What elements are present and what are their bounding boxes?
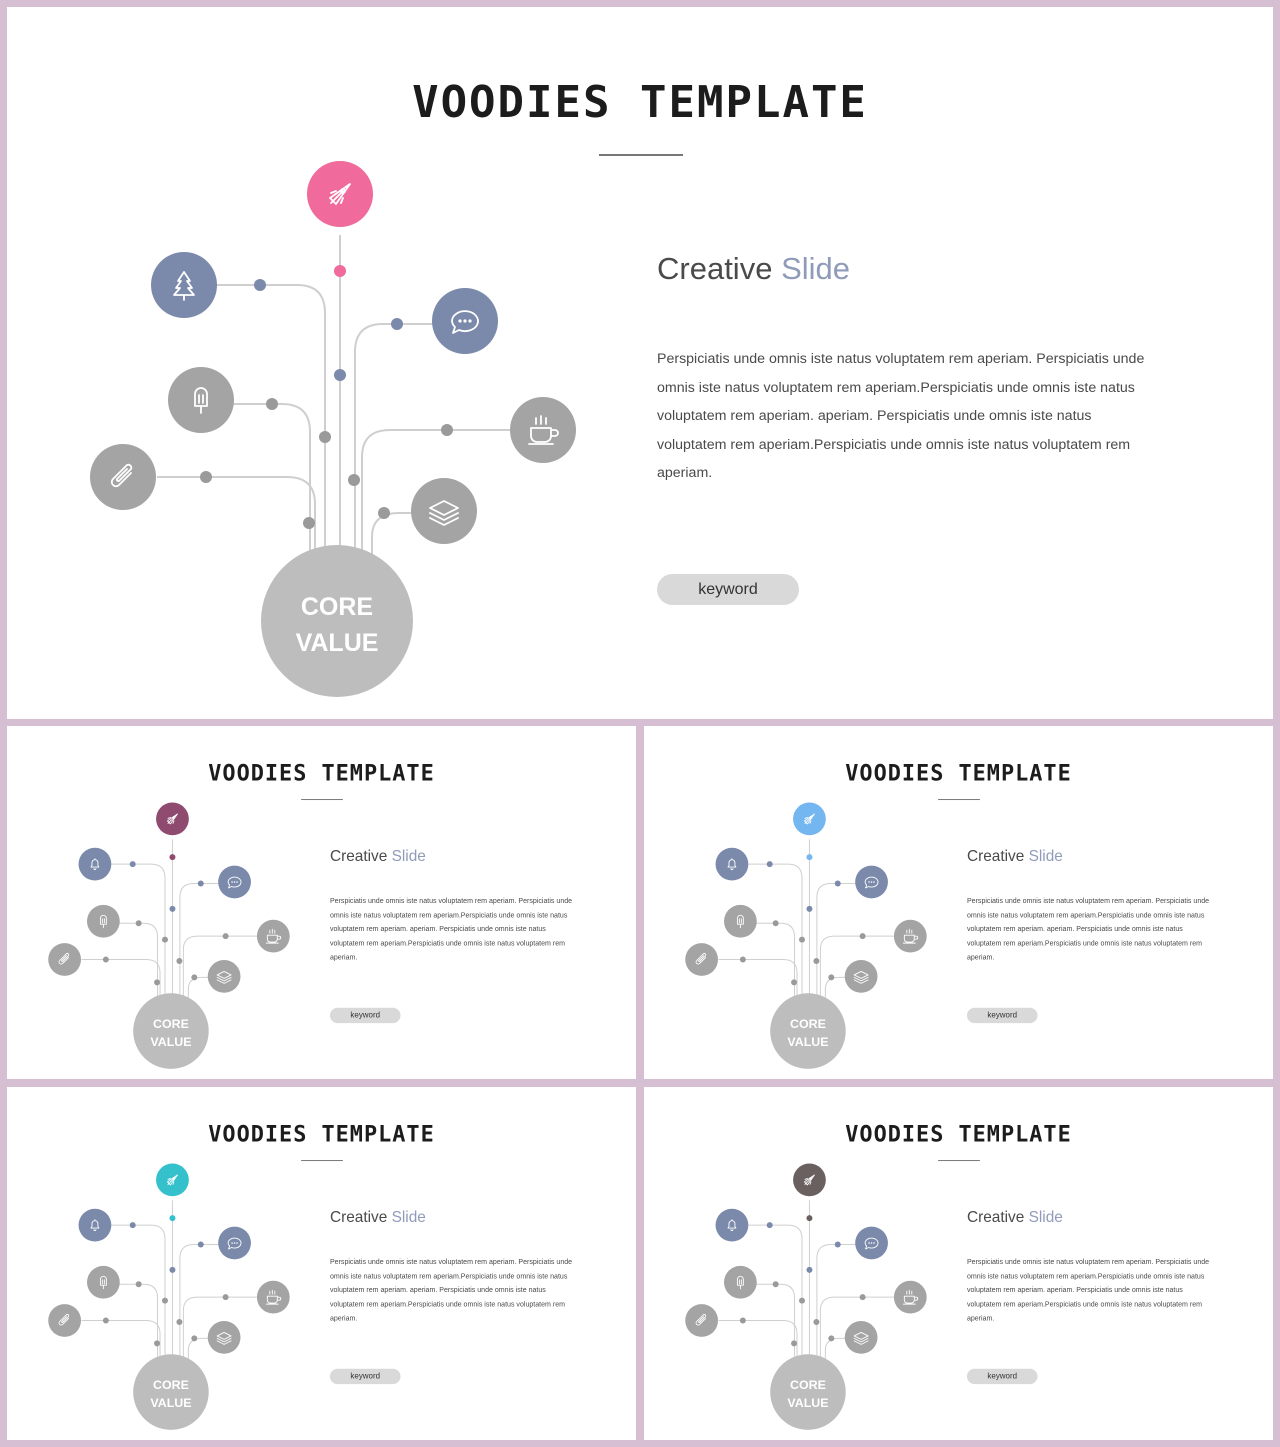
connector-dot-3 <box>835 881 841 887</box>
connector-dot-4 <box>169 1267 175 1273</box>
connector-dot-7 <box>223 933 229 939</box>
body-paragraph: Perspiciatis unde omnis iste natus voluptatem rem aperiam. Perspiciatis unde omnis iste natus voluptatem rem aperiam.Perspiciatis unde omnis iste natus voluptatem rem aperiam. aperiam. Perspiciatis unde omnis iste natus voluptatem rem aperiam.Perspiciatis unde omnis iste natus voluptatem rem aperiam. <box>657 351 1145 482</box>
node-circle <box>894 1281 927 1314</box>
paperclip-node <box>685 943 718 976</box>
slide-title: VOODIES TEMPLATE <box>208 1121 435 1148</box>
connector-dots <box>740 854 866 985</box>
connector-dot-7 <box>860 933 866 939</box>
layers-node <box>208 1321 241 1354</box>
connector-dot-10 <box>191 1335 197 1341</box>
core-label-line2: VALUE <box>787 1034 829 1049</box>
coffee-node <box>510 397 576 463</box>
connector-dot-2 <box>767 861 773 867</box>
bell-node <box>716 1209 749 1242</box>
node-circle <box>257 1281 290 1314</box>
connector-dot-9 <box>348 474 360 486</box>
core-label-line2: VALUE <box>150 1395 192 1410</box>
connector-dot-2 <box>130 861 136 867</box>
node-circle <box>87 905 120 938</box>
connector-dot-3 <box>198 1242 204 1248</box>
node-circle <box>208 960 241 993</box>
connector-dot-7 <box>223 1294 229 1300</box>
connector-dot-11 <box>303 517 315 529</box>
connector-dot-4 <box>334 369 346 381</box>
heading-main: Creative <box>329 1208 388 1226</box>
chat-node <box>855 866 888 899</box>
connector-dots <box>103 854 229 985</box>
connector-dot-5 <box>773 1281 779 1287</box>
connector-dot-8 <box>200 471 212 483</box>
heading-main: Creative <box>966 1208 1025 1226</box>
connector-dot-9 <box>176 958 182 964</box>
connector-dot-4 <box>169 906 175 912</box>
core-label-line2: VALUE <box>150 1034 192 1049</box>
connector-dot-11 <box>154 979 160 985</box>
heading-accent: Slide <box>781 251 850 286</box>
node-circle <box>168 367 234 433</box>
connector-dot-10 <box>191 974 197 980</box>
connector-dot-6 <box>162 937 168 943</box>
main-slide <box>7 7 1273 719</box>
connector-dot-8 <box>103 1318 109 1324</box>
node-circle <box>845 1321 878 1354</box>
connector-dot-11 <box>791 1340 797 1346</box>
core-label-line1: CORE <box>153 1017 189 1032</box>
core-label-line2: VALUE <box>295 629 379 657</box>
connector-dot-7 <box>441 424 453 436</box>
body-paragraph: Perspiciatis unde omnis iste natus voluptatem rem aperiam. Perspiciatis unde omnis iste natus voluptatem rem aperiam.Perspiciatis unde omnis iste natus voluptatem rem aperiam. aperiam. Perspiciatis unde omnis iste natus voluptatem rem aperiam.Perspiciatis unde omnis iste natus voluptatem rem aperiam. <box>966 1257 1210 1323</box>
paperclip-node <box>48 1304 81 1337</box>
popsicle-node <box>724 1266 757 1299</box>
connector-dots <box>103 1215 229 1346</box>
heading-accent: Slide <box>391 847 426 865</box>
chat-node <box>432 288 498 354</box>
connector-line-6 <box>82 960 161 999</box>
node-circle <box>724 905 757 938</box>
connector-dot-5 <box>136 920 142 926</box>
thumbnail-slide-2 <box>644 726 1273 1079</box>
connector-dot-4 <box>806 1267 812 1273</box>
heading-main: Creative <box>657 251 773 286</box>
connector-line-7 <box>188 1338 209 1359</box>
keyword-button[interactable]: keyword <box>657 574 799 605</box>
body-paragraph: Perspiciatis unde omnis iste natus voluptatem rem aperiam. Perspiciatis unde omnis iste natus voluptatem rem aperiam.Perspiciatis unde omnis iste natus voluptatem rem aperiam. aperiam. Perspiciatis unde omnis iste natus voluptatem rem aperiam.Perspiciatis unde omnis iste natus voluptatem rem aperiam. <box>329 1257 573 1323</box>
connector-dot-10 <box>378 507 390 519</box>
coffee-node <box>894 1281 927 1314</box>
rocket-node <box>793 803 826 836</box>
body-paragraph: Perspiciatis unde omnis iste natus voluptatem rem aperiam. Perspiciatis unde omnis iste natus voluptatem rem aperiam.Perspiciatis unde omnis iste natus voluptatem rem aperiam. aperiam. Perspiciatis unde omnis iste natus voluptatem rem aperiam.Perspiciatis unde omnis iste natus voluptatem rem aperiam. <box>966 896 1210 962</box>
core-label-line1: CORE <box>153 1378 189 1393</box>
layers-node <box>845 960 878 993</box>
connector-dot-9 <box>813 958 819 964</box>
connector-line-7 <box>825 1338 846 1359</box>
chat-node <box>855 1227 888 1260</box>
keyword-button[interactable]: keyword <box>330 1369 401 1384</box>
node-circle <box>257 920 290 953</box>
node-circle <box>716 848 749 881</box>
bell-node <box>716 848 749 881</box>
core-value-diagram <box>644 726 1273 1079</box>
node-circle <box>411 478 477 544</box>
layers-node <box>411 478 477 544</box>
rocket-node <box>307 161 373 227</box>
heading-main: Creative <box>966 847 1025 865</box>
connector-dot-2 <box>767 1222 773 1228</box>
heading-accent: Slide <box>1028 1208 1063 1226</box>
core-label-line1: CORE <box>300 593 374 621</box>
bell-node <box>79 848 112 881</box>
connector-dot-5 <box>773 920 779 926</box>
core-label-line1: CORE <box>790 1017 826 1032</box>
layers-node <box>208 960 241 993</box>
paperclip-node <box>48 943 81 976</box>
node-circle <box>724 1266 757 1299</box>
heading-main: Creative <box>329 847 388 865</box>
connector-line-7 <box>825 977 846 998</box>
connector-dot-1 <box>169 854 175 860</box>
core-value-diagram <box>644 1087 1273 1440</box>
coffee-node <box>257 1281 290 1314</box>
rocket-node <box>156 1164 189 1197</box>
core-label-line1: CORE <box>790 1378 826 1393</box>
node-circle <box>845 960 878 993</box>
connector-dots <box>740 1215 866 1346</box>
core-value-node <box>261 545 413 697</box>
connector-dot-5 <box>136 1281 142 1287</box>
connector-dot-3 <box>835 1242 841 1248</box>
node-circle <box>79 848 112 881</box>
core-value-diagram <box>7 7 1273 719</box>
chat-node <box>218 866 251 899</box>
node-circle <box>87 1266 120 1299</box>
core-circle <box>261 545 413 697</box>
tree-node <box>151 252 217 318</box>
core-value-node <box>133 1354 209 1430</box>
connector-dot-2 <box>254 279 266 291</box>
connector-dot-8 <box>103 957 109 963</box>
slide-title: VOODIES TEMPLATE <box>845 760 1072 787</box>
connector-dot-1 <box>169 1215 175 1221</box>
node-circle <box>716 1209 749 1242</box>
popsicle-node <box>87 905 120 938</box>
slide-title: VOODIES TEMPLATE <box>845 1121 1072 1148</box>
chat-node <box>218 1227 251 1260</box>
paperclip-node <box>90 444 156 510</box>
connector-dot-11 <box>154 1340 160 1346</box>
node-circle <box>151 252 217 318</box>
core-value-diagram <box>7 726 636 1079</box>
connector-dot-2 <box>130 1222 136 1228</box>
connector-line-6 <box>82 1321 161 1360</box>
connector-dot-4 <box>806 906 812 912</box>
body-paragraph: Perspiciatis unde omnis iste natus voluptatem rem aperiam. Perspiciatis unde omnis iste natus voluptatem rem aperiam.Perspiciatis unde omnis iste natus voluptatem rem aperiam. aperiam. Perspiciatis unde omnis iste natus voluptatem rem aperiam.Perspiciatis unde omnis iste natus voluptatem rem aperiam. <box>329 896 573 962</box>
coffee-node <box>894 920 927 953</box>
connector-dot-1 <box>806 1215 812 1221</box>
keyword-button[interactable]: keyword <box>967 1008 1038 1023</box>
connector-dot-8 <box>740 957 746 963</box>
layers-node <box>845 1321 878 1354</box>
connector-dot-9 <box>176 1319 182 1325</box>
connector-dot-8 <box>740 1318 746 1324</box>
connector-dot-1 <box>334 265 346 277</box>
slide-title: VOODIES TEMPLATE <box>208 760 435 787</box>
rocket-node <box>156 803 189 836</box>
connector-dot-10 <box>828 1335 834 1341</box>
connector-dot-1 <box>806 854 812 860</box>
connector-dot-6 <box>799 937 805 943</box>
thumbnail-slide-3 <box>7 1087 636 1440</box>
connector-dot-3 <box>391 318 403 330</box>
heading-accent: Slide <box>1028 847 1063 865</box>
connector-line-7 <box>188 977 209 998</box>
bell-node <box>79 1209 112 1242</box>
connector-dot-6 <box>319 431 331 443</box>
popsicle-node <box>87 1266 120 1299</box>
connector-line-7 <box>372 513 414 555</box>
keyword-button[interactable]: keyword <box>330 1008 401 1023</box>
connector-dot-10 <box>828 974 834 980</box>
rocket-node <box>793 1164 826 1197</box>
paperclip-node <box>685 1304 718 1337</box>
connector-dot-5 <box>266 398 278 410</box>
thumbnail-slide-4 <box>644 1087 1273 1440</box>
connector-dot-11 <box>791 979 797 985</box>
connector-dot-3 <box>198 881 204 887</box>
keyword-button[interactable]: keyword <box>967 1369 1038 1384</box>
core-value-diagram <box>7 1087 636 1440</box>
connector-line-6 <box>719 960 798 999</box>
node-circle <box>510 397 576 463</box>
core-value-node <box>133 993 209 1069</box>
slide-title: VOODIES TEMPLATE <box>412 77 868 128</box>
popsicle-node <box>168 367 234 433</box>
core-label-line2: VALUE <box>787 1395 829 1410</box>
connector-dot-6 <box>162 1298 168 1304</box>
popsicle-node <box>724 905 757 938</box>
thumbnail-slide-1 <box>7 726 636 1079</box>
connector-dot-6 <box>799 1298 805 1304</box>
core-value-node <box>770 1354 846 1430</box>
core-value-node <box>770 993 846 1069</box>
connector-line-6 <box>157 477 315 555</box>
connector-dots <box>200 265 453 529</box>
connector-dot-7 <box>860 1294 866 1300</box>
heading-accent: Slide <box>391 1208 426 1226</box>
node-circle <box>79 1209 112 1242</box>
node-circle <box>208 1321 241 1354</box>
node-circle <box>894 920 927 953</box>
coffee-node <box>257 920 290 953</box>
connector-dot-9 <box>813 1319 819 1325</box>
connector-line-6 <box>719 1321 798 1360</box>
